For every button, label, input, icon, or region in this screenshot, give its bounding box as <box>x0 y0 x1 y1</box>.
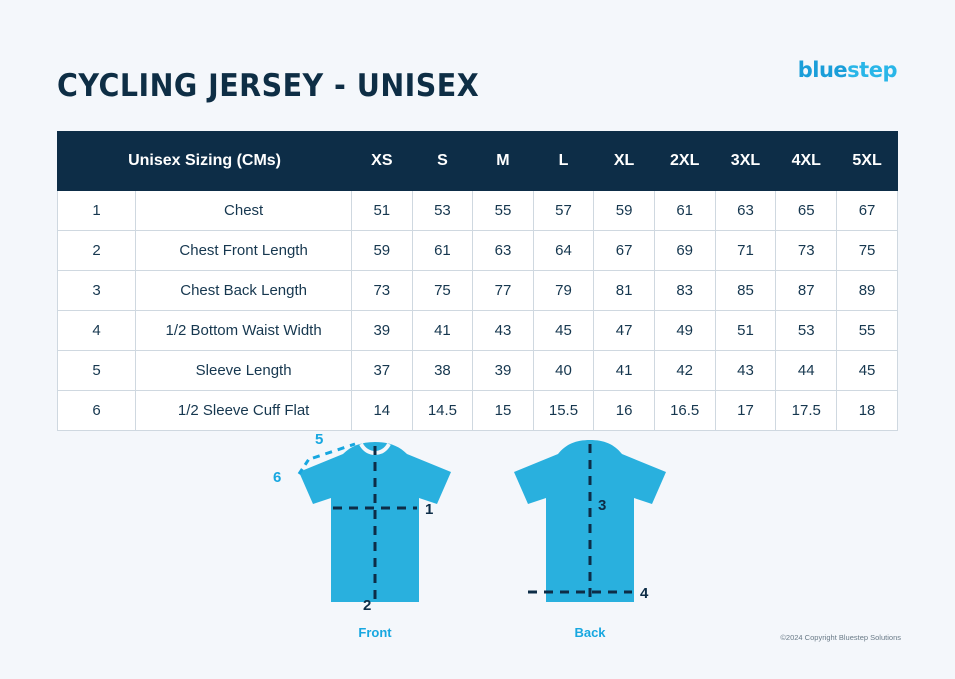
page-title: CYCLING JERSEY - UNISEX <box>57 68 480 104</box>
row-value: 18 <box>837 391 898 431</box>
table-row <box>58 191 898 231</box>
table-row <box>58 351 898 391</box>
row-value: 15.5 <box>533 391 594 431</box>
row-measure-name: 1/2 Sleeve Cuff Flat <box>136 391 352 431</box>
row-value: 14 <box>352 391 412 431</box>
logo-text-blue: blue <box>797 58 848 82</box>
row-value: 83 <box>654 271 715 311</box>
row-value: 81 <box>594 271 654 311</box>
table-header <box>58 132 898 191</box>
row-value: 67 <box>837 191 898 231</box>
row-value: 17 <box>715 391 776 431</box>
copyright-notice: ©2024 Copyright Bluestep Solutions <box>780 633 901 642</box>
front-marker-6: 6 <box>273 469 282 486</box>
row-value: 61 <box>412 231 473 271</box>
row-value: 55 <box>837 311 898 351</box>
table-row <box>58 311 898 351</box>
row-value: 53 <box>776 311 837 351</box>
table-body <box>58 191 898 431</box>
row-value: 59 <box>352 231 412 271</box>
row-value: 65 <box>776 191 837 231</box>
row-value: 85 <box>715 271 776 311</box>
row-index: 4 <box>58 311 136 351</box>
row-value: 67 <box>594 231 654 271</box>
row-value: 45 <box>837 351 898 391</box>
row-value: 39 <box>352 311 412 351</box>
front-jersey-illustration <box>255 432 495 632</box>
front-jersey-figure <box>255 432 495 640</box>
row-value: 73 <box>352 271 412 311</box>
row-value: 87 <box>776 271 837 311</box>
row-measure-name: Chest <box>136 191 352 231</box>
table-row <box>58 271 898 311</box>
row-value: 44 <box>776 351 837 391</box>
table-header-size: M <box>473 132 533 191</box>
row-index: 5 <box>58 351 136 391</box>
row-value: 15 <box>473 391 533 431</box>
row-measure-name: Chest Front Length <box>136 231 352 271</box>
row-value: 51 <box>715 311 776 351</box>
front-caption: Front <box>358 625 392 640</box>
table-row <box>58 391 898 431</box>
row-index: 2 <box>58 231 136 271</box>
table-header-size: 2XL <box>654 132 715 191</box>
row-value: 42 <box>654 351 715 391</box>
front-marker-2: 2 <box>363 597 372 614</box>
row-value: 37 <box>352 351 412 391</box>
table-header-size: 3XL <box>715 132 776 191</box>
back-jersey-illustration <box>470 432 710 632</box>
row-value: 38 <box>412 351 473 391</box>
row-value: 89 <box>837 271 898 311</box>
row-value: 63 <box>473 231 533 271</box>
row-value: 43 <box>715 351 776 391</box>
row-value: 17.5 <box>776 391 837 431</box>
row-value: 73 <box>776 231 837 271</box>
row-value: 43 <box>473 311 533 351</box>
row-measure-name: Sleeve Length <box>136 351 352 391</box>
table-header-size: XL <box>594 132 654 191</box>
row-index: 1 <box>58 191 136 231</box>
row-value: 75 <box>412 271 473 311</box>
table-header-size: 5XL <box>837 132 898 191</box>
back-jersey-figure <box>470 432 710 640</box>
table-row <box>58 231 898 271</box>
row-value: 16.5 <box>654 391 715 431</box>
row-value: 49 <box>654 311 715 351</box>
row-value: 45 <box>533 311 594 351</box>
row-value: 41 <box>594 351 654 391</box>
row-value: 40 <box>533 351 594 391</box>
logo-text-step: step <box>847 58 897 82</box>
row-value: 16 <box>594 391 654 431</box>
row-value: 14.5 <box>412 391 473 431</box>
row-value: 53 <box>412 191 473 231</box>
table-header-size: XS <box>352 132 412 191</box>
row-measure-name: 1/2 Bottom Waist Width <box>136 311 352 351</box>
row-value: 75 <box>837 231 898 271</box>
row-value: 39 <box>473 351 533 391</box>
front-marker-1: 1 <box>425 501 434 518</box>
row-value: 51 <box>352 191 412 231</box>
row-index: 6 <box>58 391 136 431</box>
front-marker-5: 5 <box>315 432 324 448</box>
row-value: 69 <box>654 231 715 271</box>
row-value: 63 <box>715 191 776 231</box>
bluestep-logo <box>798 58 897 82</box>
table-header-row <box>58 132 898 191</box>
table-header-size: L <box>533 132 594 191</box>
row-value: 55 <box>473 191 533 231</box>
row-index: 3 <box>58 271 136 311</box>
row-value: 59 <box>594 191 654 231</box>
row-value: 47 <box>594 311 654 351</box>
row-value: 61 <box>654 191 715 231</box>
jersey-diagrams <box>0 432 955 647</box>
row-value: 41 <box>412 311 473 351</box>
row-measure-name: Chest Back Length <box>136 271 352 311</box>
sizing-table <box>57 131 898 431</box>
back-marker-3: 3 <box>598 497 607 514</box>
row-value: 71 <box>715 231 776 271</box>
row-value: 77 <box>473 271 533 311</box>
table-header-size: 4XL <box>776 132 837 191</box>
back-marker-4: 4 <box>640 585 649 602</box>
table-header-label: Unisex Sizing (CMs) <box>58 132 352 191</box>
back-caption: Back <box>574 625 606 640</box>
table-header-size: S <box>412 132 473 191</box>
row-value: 79 <box>533 271 594 311</box>
row-value: 57 <box>533 191 594 231</box>
row-value: 64 <box>533 231 594 271</box>
